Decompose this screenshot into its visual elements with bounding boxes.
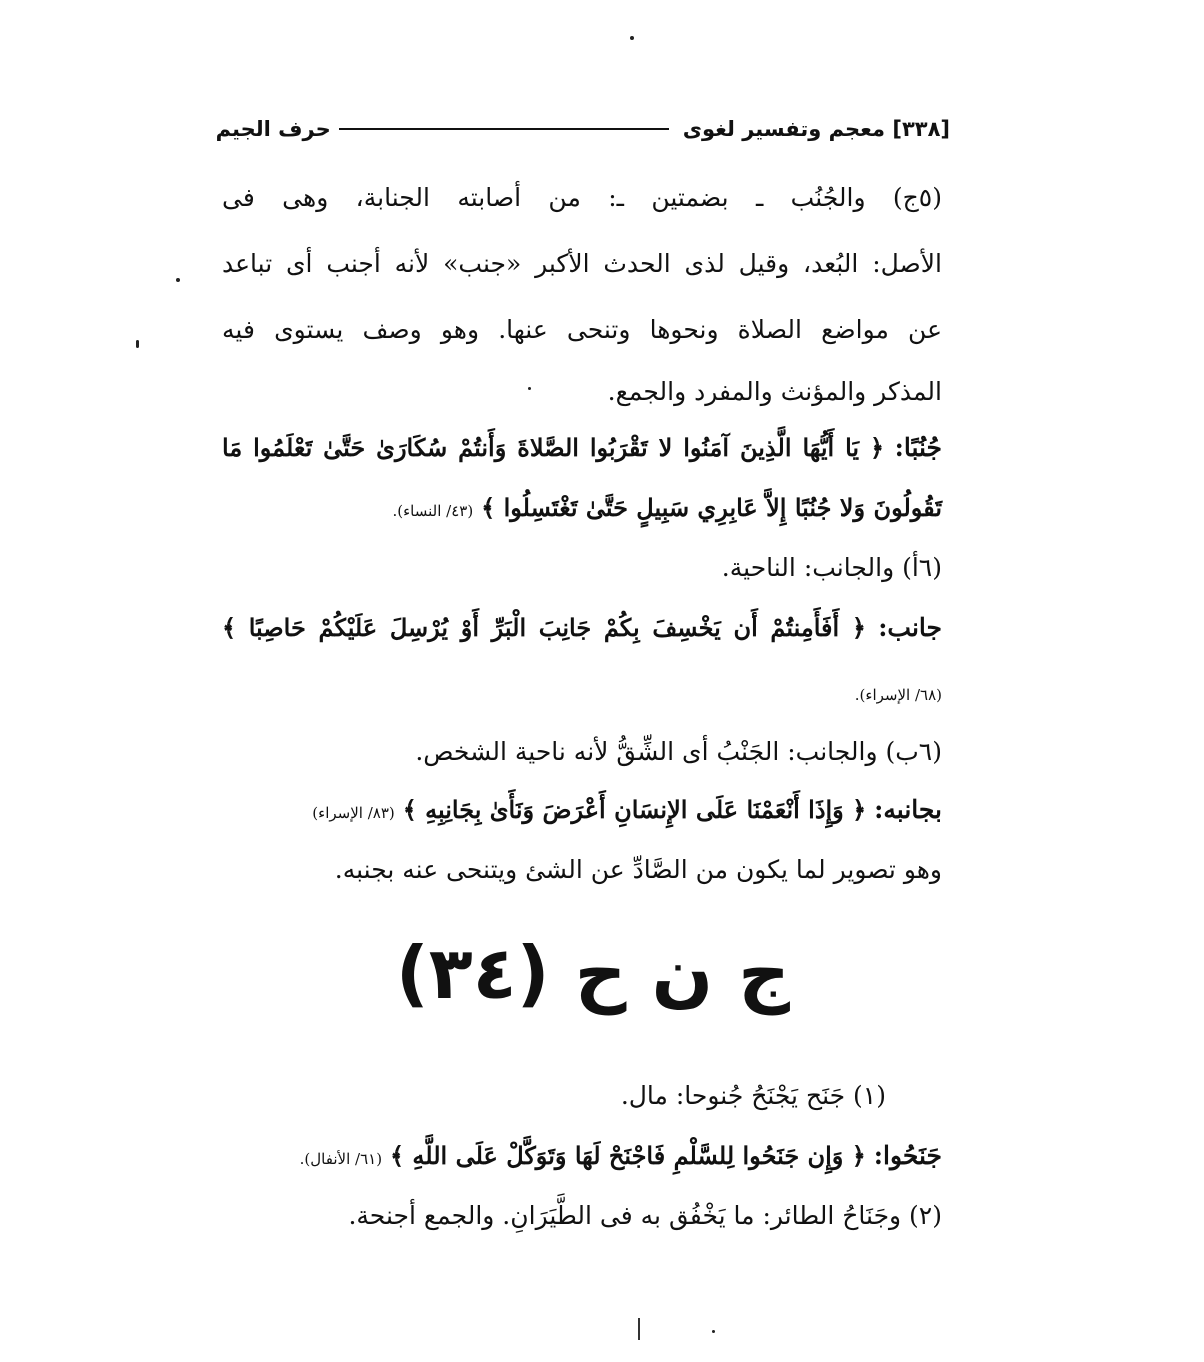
scan-mark (638, 1318, 640, 1340)
section-title: حرف الجيم (215, 117, 331, 141)
section2-line-1: (١) جَنَح يَجْنَحُ جُنوحا: مال. (620, 1081, 886, 1110)
body-line-3: عن مواضع الصلاة ونحوها وتنحى عنها. وهو وصف يستوى فيه (222, 315, 942, 344)
quran-quote: ﴿ وَإِذَا أَنْعَمْنَا عَلَى الإِنسَانِ أَعْرَضَ وَنَأَىٰ بِجَانِبِهِ ﴾ (402, 795, 867, 824)
entry-bijanibihi-line (312, 790, 942, 833)
scan-speck (528, 387, 531, 390)
body-line-6b: (٦ب) والجانب: الجَنْبُ أى الشِّقُّ لأنه ناحية الشخص. (415, 737, 942, 766)
header-rule (339, 128, 669, 130)
scan-speck (176, 278, 180, 282)
running-header (215, 112, 950, 146)
body-line-1: (٥ج) والجُنُب ـ بضمتين ـ: من أصابته الجنابة، وهى فى (222, 183, 942, 212)
entry-head: جُنُبًا: (894, 433, 942, 462)
scan-speck (136, 340, 139, 348)
quran-quote: ﴿ أَفَأَمِنتُمْ أَن يَخْسِفَ بِكُمْ جَانِبَ الْبَرِّ أَوْ يُرْسِلَ عَلَيْكُمْ حَاصِبًا ﴾ (222, 613, 866, 642)
verse-reference: (٤٣/ النساء). (392, 502, 474, 520)
entry-junuban-line-1 (222, 428, 942, 468)
entry-head: بجانبه: (874, 795, 942, 824)
verse-reference: (٨٣/ الإسراء) (312, 804, 395, 822)
root-heading: ج ن ح (٣٤) (395, 931, 790, 1015)
entry-janib-ref-line (855, 672, 942, 715)
quran-quote-continued: تَقُولُونَ وَلا جُنُبًا إِلاَّ عَابِرِي سَبِيلٍ حَتَّىٰ تَغْتَسِلُوا ﴾ (481, 493, 942, 522)
quran-quote: ﴿ وَإِن جَنَحُوا لِلسَّلْمِ فَاجْنَحْ لَهَا وَتَوَكَّلْ عَلَى اللَّهِ ﴾ (390, 1141, 866, 1170)
entry-head: جَنَحُوا: (873, 1141, 942, 1170)
entry-janahu-line (300, 1136, 942, 1179)
verse-reference: (٦٨/ الإسراء). (854, 686, 942, 704)
entry-junuban-line-2 (393, 488, 943, 531)
body-line-4: المذكر والمؤنث والمفرد والجمع. (607, 377, 942, 406)
quran-quote: ﴿ يَا أَيُّهَا الَّذِينَ آمَنُوا لا تَقْرَبُوا الصَّلاةَ وَأَنتُمْ سُكَارَىٰ حَتَّىٰ تَعْلَمُوا مَا (222, 433, 885, 462)
entry-head: جانب: (878, 613, 942, 642)
scan-speck (712, 1330, 715, 1333)
entry-janib-line (222, 608, 942, 648)
section2-line-2: (٢) وجَنَاحُ الطائر: ما يَخْفُق به فى الطَّيَرَانِ. والجمع أجنحة. (348, 1201, 942, 1230)
body-line-2: الأصل: البُعد، وقيل لذى الحدث الأكبر «جنب» لأنه أجنب أى تباعد (222, 249, 942, 278)
page-title: [٣٣٨] معجم وتفسير لغوى (682, 117, 950, 141)
body-line-6a: (٦أ) والجانب: الناحية. (721, 553, 942, 582)
scan-speck (630, 36, 634, 40)
body-line-after: وهو تصوير لما يكون من الصَّادِّ عن الشئ ويتنحى عنه بجنبه. (334, 855, 942, 884)
verse-reference: (٦١/ الأنفال). (299, 1150, 383, 1168)
